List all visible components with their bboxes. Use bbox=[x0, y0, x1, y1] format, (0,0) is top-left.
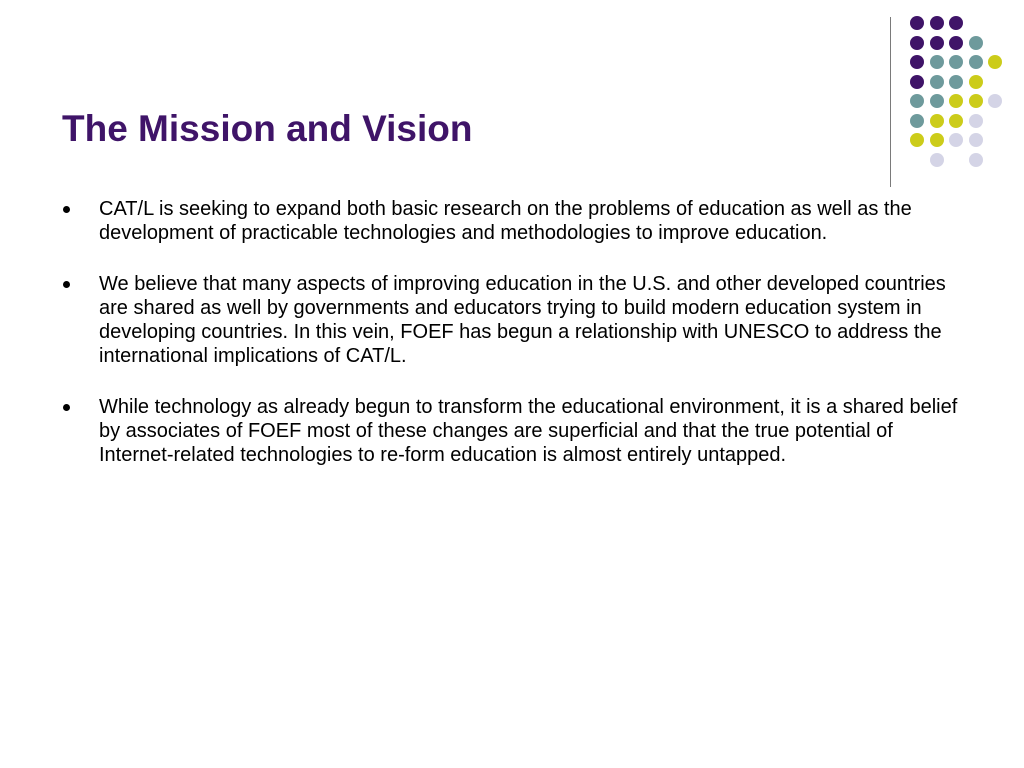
dot-yellow bbox=[930, 114, 944, 128]
bullet-text: We believe that many aspects of improving education in the U.S. and other developed countries are shared as well by governments and educators trying to build modern education system in developing countries. In this vein, FOEF has begun a relationship with UNESCO to address the international implications of CAT/L. bbox=[99, 273, 946, 367]
dot-lavender bbox=[969, 153, 983, 167]
dot-lavender bbox=[969, 114, 983, 128]
dot-purple bbox=[910, 36, 924, 50]
bullet-list bbox=[62, 197, 962, 494]
dot-purple bbox=[910, 16, 924, 30]
dot-teal bbox=[910, 94, 924, 108]
bullet-text: CAT/L is seeking to expand both basic research on the problems of education as well as the development of practicable technologies and methodologies to improve education. bbox=[99, 198, 912, 244]
dot-yellow bbox=[949, 114, 963, 128]
dot-teal bbox=[949, 55, 963, 69]
dot-yellow bbox=[988, 55, 1002, 69]
bullet-icon bbox=[63, 281, 70, 288]
bullet-icon bbox=[63, 206, 70, 213]
dot-yellow bbox=[969, 75, 983, 89]
bullet-item bbox=[62, 197, 962, 245]
divider-line bbox=[890, 17, 891, 187]
dot-purple bbox=[930, 36, 944, 50]
dot-yellow bbox=[949, 94, 963, 108]
dot-lavender bbox=[930, 153, 944, 167]
bullet-icon bbox=[63, 404, 70, 411]
dot-teal bbox=[969, 36, 983, 50]
bullet-text: While technology as already begun to transform the educational environment, it is a shared belief by associates of FOEF most of these changes are superficial and that the true potential of Internet-related technologies to re-form education is almost entirely untapped. bbox=[99, 396, 958, 466]
dot-teal bbox=[910, 114, 924, 128]
dot-teal bbox=[930, 55, 944, 69]
dot-lavender bbox=[949, 133, 963, 147]
dot-yellow bbox=[930, 133, 944, 147]
bullet-item bbox=[62, 272, 962, 368]
dot-yellow bbox=[910, 133, 924, 147]
dot-lavender bbox=[969, 133, 983, 147]
dot-lavender bbox=[988, 94, 1002, 108]
dot-purple bbox=[949, 36, 963, 50]
dot-purple bbox=[910, 55, 924, 69]
slide-title: The Mission and Vision bbox=[62, 108, 473, 149]
dot-purple bbox=[910, 75, 924, 89]
dot-purple bbox=[930, 16, 944, 30]
dot-teal bbox=[930, 94, 944, 108]
dot-teal bbox=[949, 75, 963, 89]
dot-yellow bbox=[969, 94, 983, 108]
dot-purple bbox=[949, 16, 963, 30]
dot-teal bbox=[930, 75, 944, 89]
dot-teal bbox=[969, 55, 983, 69]
bullet-item bbox=[62, 395, 962, 467]
